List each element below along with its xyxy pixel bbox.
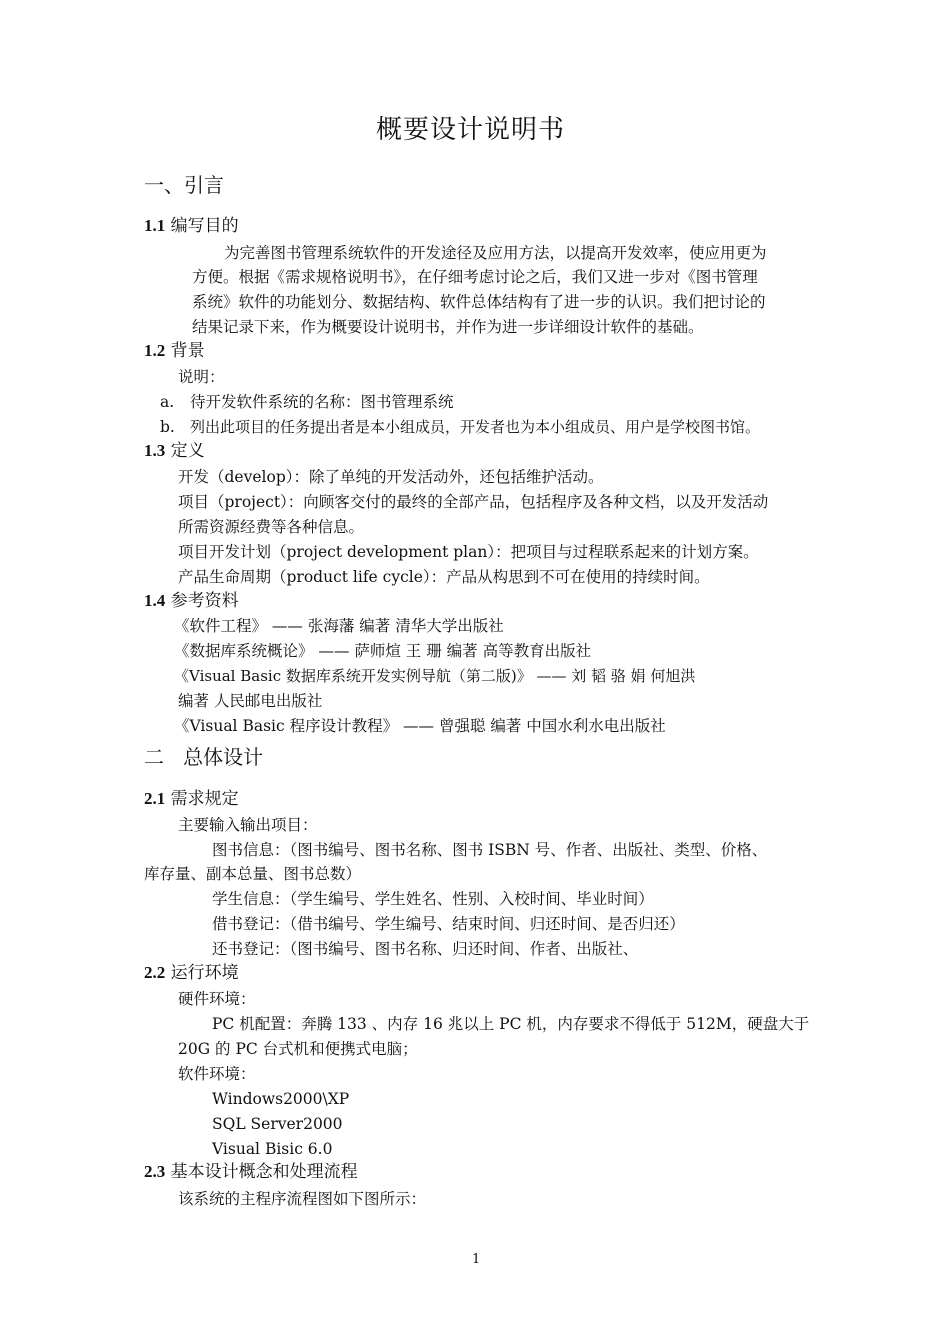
- subsection-heading-2-2: 2.2 运行环境: [144, 963, 239, 983]
- paragraph-line: 为完善图书管理系统软件的开发途径及应用方法，以提高开发效率，使应用更为: [224, 244, 767, 262]
- subsection-heading-2-1: 2.1 需求规定: [144, 789, 239, 809]
- paragraph-line: 方便。根据《需求规格说明书》，在仔细考虑讨论之后，我们又进一步对《图书管理: [192, 268, 758, 286]
- environment-line: PC 机配置：奔腾 133 、内存 16 兆以上 PC 机，内存要求不得低于 512M，硬盘大于: [212, 1015, 810, 1033]
- requirement-line: 图书信息：（图书编号、图书名称、图书 ISBN 号、作者、出版社、类型、价格、: [212, 841, 768, 859]
- reference-line: 《Visual Basic 程序设计教程》 —— 曾强聪 编著 中国水利水电出版社: [174, 717, 666, 735]
- list-marker: a.: [160, 393, 175, 411]
- reference-line: 《数据库系统概论》 —— 萨师煊 王 珊 编著 高等教育出版社: [174, 642, 592, 660]
- document-title: 概要设计说明书: [376, 115, 566, 145]
- definition-line: 项目开发计划（project development plan）：把项目与过程联系起来的计划方案。: [178, 543, 759, 561]
- reference-line: 《软件工程》 —— 张海藩 编著 清华大学出版社: [174, 617, 504, 635]
- paragraph-line: 系统》软件的功能划分、数据结构、软件总体结构有了进一步的认识。我们把讨论的: [192, 293, 766, 311]
- requirement-line: 学生信息：（学生编号、学生姓名、性别、入校时间、毕业时间）: [212, 890, 654, 908]
- subsection-heading-1-1: 1.1 编写目的: [144, 216, 239, 236]
- section-heading-overall-design: 二 总体设计: [144, 745, 264, 769]
- environment-line: 20G 的 PC 台式机和便携式电脑；: [178, 1040, 418, 1058]
- environment-line: Visual Bisic 6.0: [212, 1140, 333, 1158]
- definition-line: 产品生命周期（product life cycle）：产品从构思到不可在使用的持续时间。: [178, 568, 710, 586]
- subsection-heading-1-3: 1.3 定义: [144, 441, 205, 461]
- subsection-heading-1-2: 1.2 背景: [144, 341, 205, 361]
- subsection-heading-2-3: 2.3 基本设计概念和处理流程: [144, 1162, 358, 1182]
- list-item: 待开发软件系统的名称：图书管理系统: [190, 393, 454, 411]
- definition-line: 所需资源经费等各种信息。: [178, 518, 365, 536]
- flow-intro-line: 该系统的主程序流程图如下图所示：: [178, 1190, 427, 1208]
- paragraph-line: 结果记录下来，作为概要设计说明书，并作为进一步详细设计软件的基础。: [192, 318, 704, 336]
- list-marker: b.: [160, 418, 175, 436]
- requirement-line: 主要输入输出项目：: [178, 816, 318, 834]
- environment-line: 软件环境：: [178, 1065, 256, 1083]
- section-heading-intro: 一、引言: [144, 173, 224, 197]
- requirement-line: 借书登记：（借书编号、学生编号、结束时间、归还时间、是否归还）: [212, 915, 685, 933]
- subsection-heading-1-4: 1.4 参考资料: [144, 591, 239, 611]
- list-item: 列出此项目的任务提出者是本小组成员，开发者也为本小组成员、用户是学校图书馆。: [190, 418, 761, 436]
- definition-line: 开发（develop）：除了单纯的开发活动外，还包括维护活动。: [178, 468, 604, 486]
- reference-line: 《Visual Basic 数据库系统开发实例导航（第二版)》 —— 刘 韬 骆 娟 何旭洪: [174, 667, 696, 685]
- page-number: 1: [472, 1252, 481, 1267]
- environment-line: 硬件环境：: [178, 990, 256, 1008]
- definition-line: 项目（project）：向顾客交付的最终的全部产品，包括程序及各种文档，以及开发活动: [178, 493, 769, 511]
- reference-line: 编著 人民邮电出版社: [178, 692, 323, 710]
- requirement-line: 还书登记：（图书编号、图书名称、归还时间、作者、出版社、: [212, 940, 639, 958]
- environment-line: Windows2000\XP: [212, 1090, 350, 1108]
- requirement-line: 库存量、副本总量、图书总数）: [144, 865, 362, 883]
- background-intro: 说明：: [178, 368, 225, 386]
- environment-line: SQL Server2000: [212, 1115, 343, 1133]
